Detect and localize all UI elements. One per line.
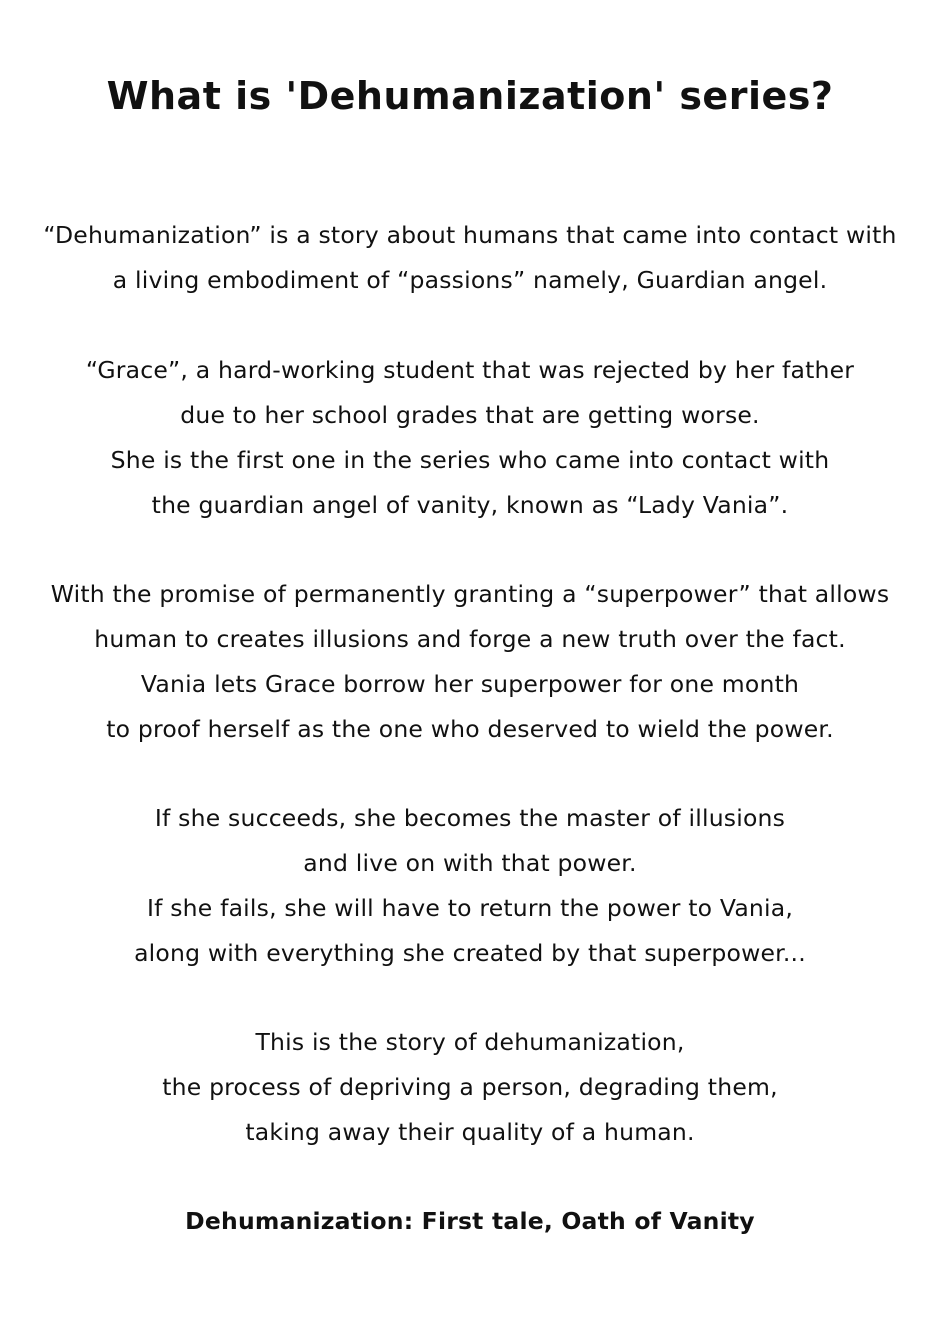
text-line: Vania lets Grace borrow her superpower for one month (140, 670, 800, 698)
text-line: She is the first one in the series who came into contact with (110, 446, 830, 474)
text-line: With the promise of permanently granting a “superpower” that allows (50, 580, 890, 608)
text-line: If she succeeds, she becomes the master of illusions (154, 804, 786, 832)
text-line: “Grace”, a hard-working student that was rejected by her father (85, 356, 855, 384)
text-line: the process of depriving a person, degrading them, (162, 1073, 778, 1101)
text-line: along with everything she created by that superpower... (134, 939, 806, 967)
text-line: human to creates illusions and forge a new truth over the fact. (94, 625, 846, 653)
text-line: due to her school grades that are getting worse. (180, 401, 760, 429)
series-subtitle: Dehumanization: First tale, Oath of Vanity (185, 1207, 755, 1235)
text-line: This is the story of dehumanization, (255, 1028, 685, 1056)
text-line: to proof herself as the one who deserved to wield the power. (106, 715, 834, 743)
text-line: If she fails, she will have to return the power to Vania, (146, 894, 794, 922)
text-line: “Dehumanization” is a story about humans that came into contact with (43, 221, 897, 249)
text-line: the guardian angel of vanity, known as “Lady Vania”. (151, 491, 789, 519)
text-line: and live on with that power. (303, 849, 637, 877)
text-line: a living embodiment of “passions” namely, Guardian angel. (112, 266, 828, 294)
page-title: What is 'Dehumanization' series? (106, 74, 834, 118)
text-line: taking away their quality of a human. (245, 1118, 695, 1146)
